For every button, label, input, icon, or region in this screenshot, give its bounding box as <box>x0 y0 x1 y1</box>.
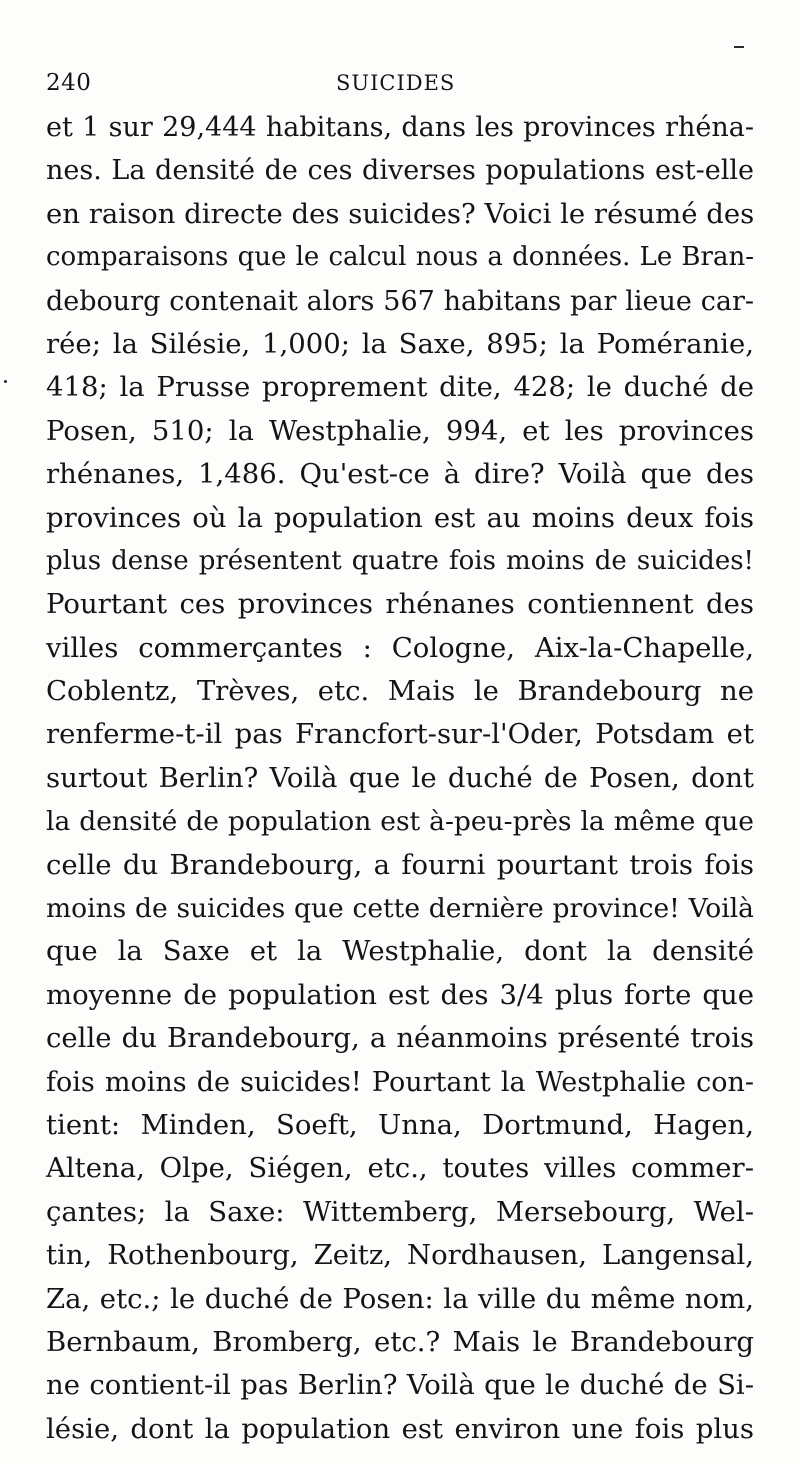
text-line: Za, etc.; le duché de Posen: la ville du même nom, <box>46 1282 754 1315</box>
text-line: et 1 sur 29,444 habitans, dans les provinces rhéna- <box>46 112 754 143</box>
text-line: que la Saxe et la Westphalie, dont la densité <box>46 935 754 968</box>
text-line: celle du Brandebourg, a fourni pourtant trois fois <box>46 848 754 881</box>
text-line: tin, Rothenbourg, Zeitz, Nordhausen, Langensal, <box>46 1239 754 1272</box>
text-line: debourg contenait alors 567 habitans par lieue car- <box>46 285 754 317</box>
text-line: Bernbaum, Bromberg, etc.? Mais le Brandebourg <box>46 1325 754 1358</box>
text-line: Posen, 510; la Westphalie, 994, et les provinces <box>46 414 754 447</box>
running-head: SUICIDES <box>336 71 456 95</box>
text-line: moins de suicides que cette dernière province! Voilà <box>46 893 754 925</box>
text-line: çantes; la Saxe: Wittemberg, Mersebourg, Wel- <box>46 1195 754 1228</box>
text-line: comparaisons que le calcul nous a données. Le Bran- <box>46 242 754 273</box>
text-line: Coblentz, Trèves, etc. Mais le Brandebourg ne <box>46 675 754 708</box>
text-line: Pourtant ces provinces rhénanes contiennent des <box>46 588 754 621</box>
text-line: rhénanes, 1,486. Qu'est-ce à dire? Voilà que des <box>46 458 754 491</box>
text-line: tient: Minden, Soeft, Unna, Dortmund, Hagen, <box>46 1108 754 1141</box>
margin-mark <box>4 380 7 383</box>
body-text <box>46 106 754 1451</box>
margin-mark <box>734 46 744 48</box>
text-line: Altena, Olpe, Siégen, etc., toutes villes commer- <box>46 1152 754 1185</box>
text-line: celle du Brandebourg, a néanmoins présenté trois <box>46 1022 754 1055</box>
text-line: nes. La densité de ces diverses populations est-elle <box>46 155 754 187</box>
text-line: provinces où la population est au moins deux fois <box>46 501 754 534</box>
text-line: la densité de population est à-peu-près la même que <box>46 806 754 838</box>
text-line: moyenne de population est des 3/4 plus forte que <box>46 978 754 1011</box>
text-line: surtout Berlin? Voilà que le duché de Posen, dont <box>46 761 754 794</box>
text-line: villes commerçantes : Cologne, Aix-la-Chapelle, <box>46 631 754 664</box>
text-line: 418; la Prusse proprement dite, 428; le duché de <box>46 371 754 404</box>
text-line: ne contient-il pas Berlin? Voilà que le duché de Si- <box>46 1369 754 1402</box>
text-line: renferme-t-il pas Francfort-sur-l'Oder, Potsdam et <box>46 718 754 751</box>
text-line: rée; la Silésie, 1,000; la Saxe, 895; la Poméranie, <box>46 327 754 360</box>
text-line: en raison directe des suicides? Voici le résumé des <box>46 197 755 230</box>
page-number: 240 <box>46 70 92 96</box>
page-header <box>46 70 746 104</box>
text-line: plus dense présentent quatre fois moins de suicides! <box>46 545 754 576</box>
text-line: lésie, dont la population est environ une fois plus <box>46 1412 754 1445</box>
text-line: fois moins de suicides! Pourtant la Westphalie con- <box>46 1066 754 1098</box>
